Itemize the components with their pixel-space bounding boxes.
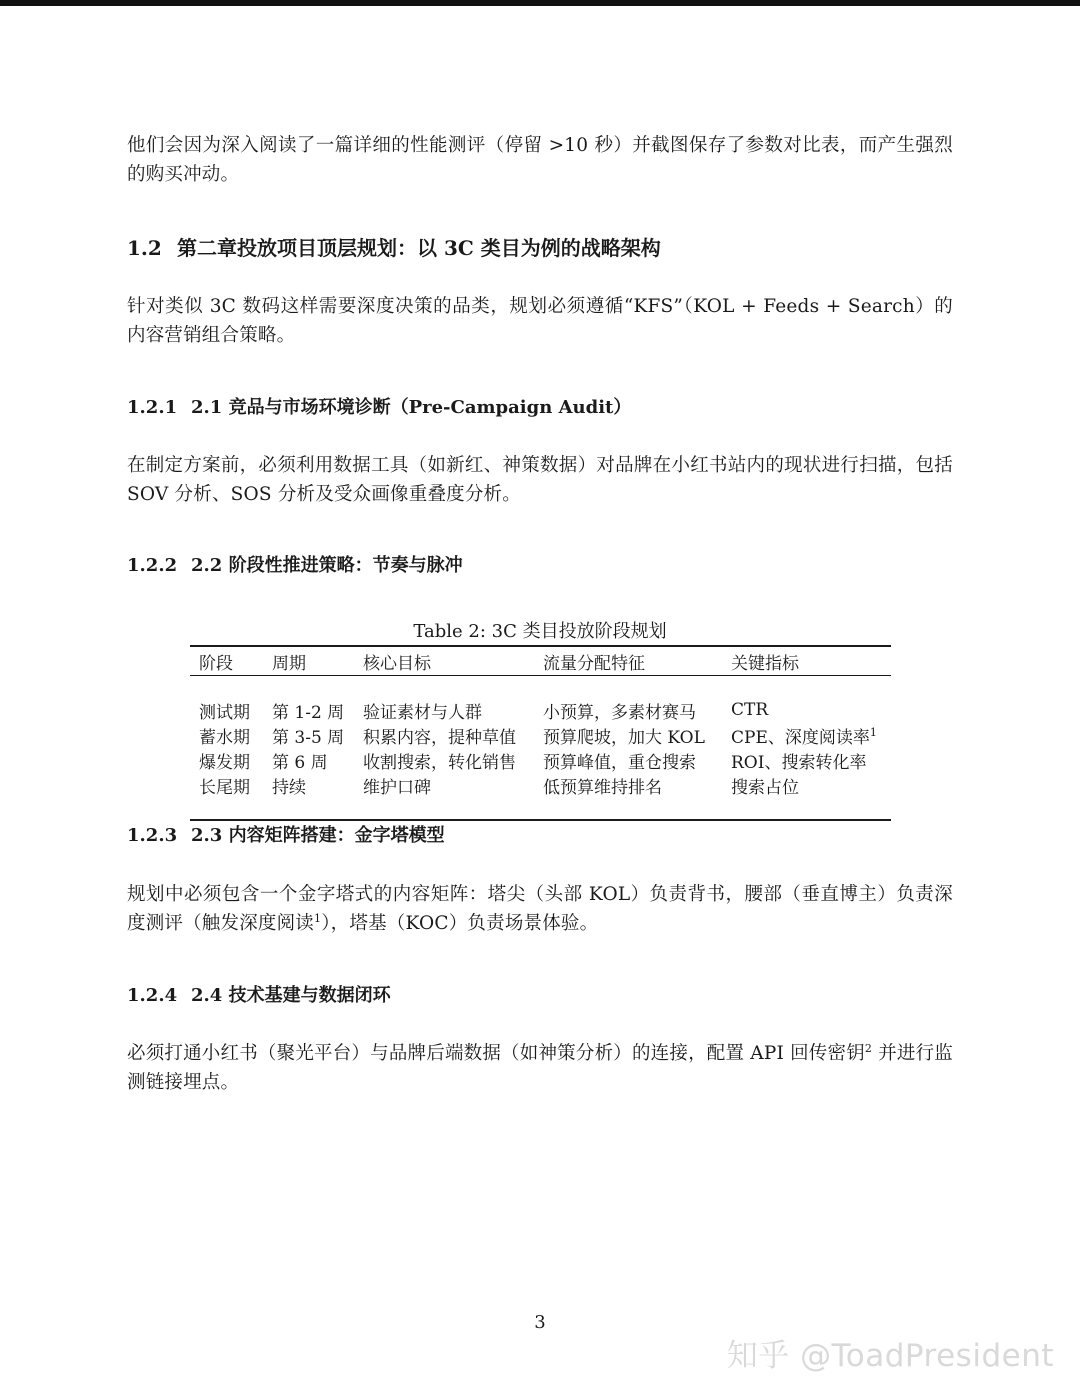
page-number: 3 [534,1312,546,1333]
section-number: 1.2 [127,236,162,260]
table-cell: 积累内容，提种草值 [363,727,516,748]
table-row [190,773,891,798]
table-cell: 收割搜索，转化销售 [363,752,516,773]
column-header: 周期 [272,653,306,674]
table-cell: 搜索占位 [731,777,799,798]
column-header: 阶段 [199,653,233,674]
subsection-heading-1-2-3 [127,821,445,847]
section-title: 第二章投放项目顶层规划：以 3C 类目为例的战略架构 [177,236,661,260]
paragraph-kfs: 针对类似 3C 数码这样需要深度决策的品类，规划必须遵循“KFS”（KOL + Feeds + Search）的内容营销组合策略。 [127,296,953,346]
table-cell: 持续 [272,777,306,798]
table-row [190,748,891,773]
paragraph-text: 并进行监测链接埋点。 [127,1043,954,1093]
table-row [190,723,891,748]
column-header: 核心目标 [363,653,431,674]
paragraph-intro: 他们会因为深入阅读了一篇详细的性能测评（停留 >10 秒）并截图保存了参数对比表，而产生强烈的购买冲动。 [127,135,953,185]
table-cell: 预算爬坡，加大 KOL [543,727,705,748]
footnote-marker: 1 [314,912,322,925]
table-cell [731,723,891,748]
subsection-heading-1-2-1 [127,393,631,419]
table-cell: CTR [731,700,769,720]
subsection-number: 1.2.2 [127,555,178,576]
subsection-title: 2.4 技术基建与数据闭环 [191,985,391,1006]
table-cell: 蓄水期 [199,727,250,748]
subsection-number: 1.2.1 [127,397,178,418]
table-cell: 爆发期 [199,752,250,773]
subsection-title: 2.2 阶段性推进策略：节奏与脉冲 [191,555,463,576]
paragraph-pyramid [127,880,953,938]
subsection-number: 1.2.3 [127,825,178,846]
table-row [190,698,891,723]
table-cell: 第 1-2 周 [272,702,345,723]
subsection-number: 1.2.4 [127,985,178,1006]
table-cell: 测试期 [199,702,250,723]
column-header: 流量分配特征 [543,653,645,674]
table-cell: 长尾期 [199,777,250,798]
subsection-title: 2.1 竞品与市场环境诊断（Pre-Campaign Audit） [191,397,632,418]
table-caption: Table 2: 3C 类目投放阶段规划 [413,621,667,642]
table-cell: 第 6 周 [272,752,328,773]
section-heading-1-2 [127,232,661,261]
zhihu-watermark: 知乎 @ToadPresident [726,1338,1054,1374]
footnote-marker: 1 [869,725,877,739]
paragraph-text: ），塔基（KOC）负责场景体验。 [321,913,599,934]
table-cell: ROI、搜索转化率 [731,752,867,773]
table-cell: 维护口碑 [363,777,431,798]
table-cell: 小预算，多素材赛马 [543,702,696,723]
subsection-heading-1-2-2 [127,551,463,577]
paragraph-audit: 在制定方案前，必须利用数据工具（如新红、神策数据）对品牌在小红书站内的现状进行扫描，包括 SOV 分析、SOS 分析及受众画像重叠度分析。 [127,455,953,505]
table-cell: 第 3-5 周 [272,727,345,748]
paragraph-text: 必须打通小红书（聚光平台）与品牌后端数据（如神策分析）的连接，配置 API 回传密钥 [127,1043,865,1064]
table-header-row [190,647,891,675]
table-cell: 预算峰值，重仓搜索 [543,752,696,773]
table-cell-text: CPE、深度阅读率 [731,727,870,748]
phase-plan-table [190,645,891,821]
paragraph-tech [127,1039,953,1097]
table-cell: 验证素材与人群 [363,702,482,723]
subsection-heading-1-2-4 [127,981,391,1007]
column-header: 关键指标 [731,653,799,674]
subsection-title: 2.3 内容矩阵搭建：金字塔模型 [191,825,445,846]
paragraph-text: 规划中必须包含一个金字塔式的内容矩阵：塔尖（头部 KOL）负责背书，腰部（垂直博主）负责深度测评（触发深度阅读 [127,884,953,934]
table-cell: 低预算维持排名 [543,777,662,798]
footnote-marker: 2 [864,1042,873,1055]
